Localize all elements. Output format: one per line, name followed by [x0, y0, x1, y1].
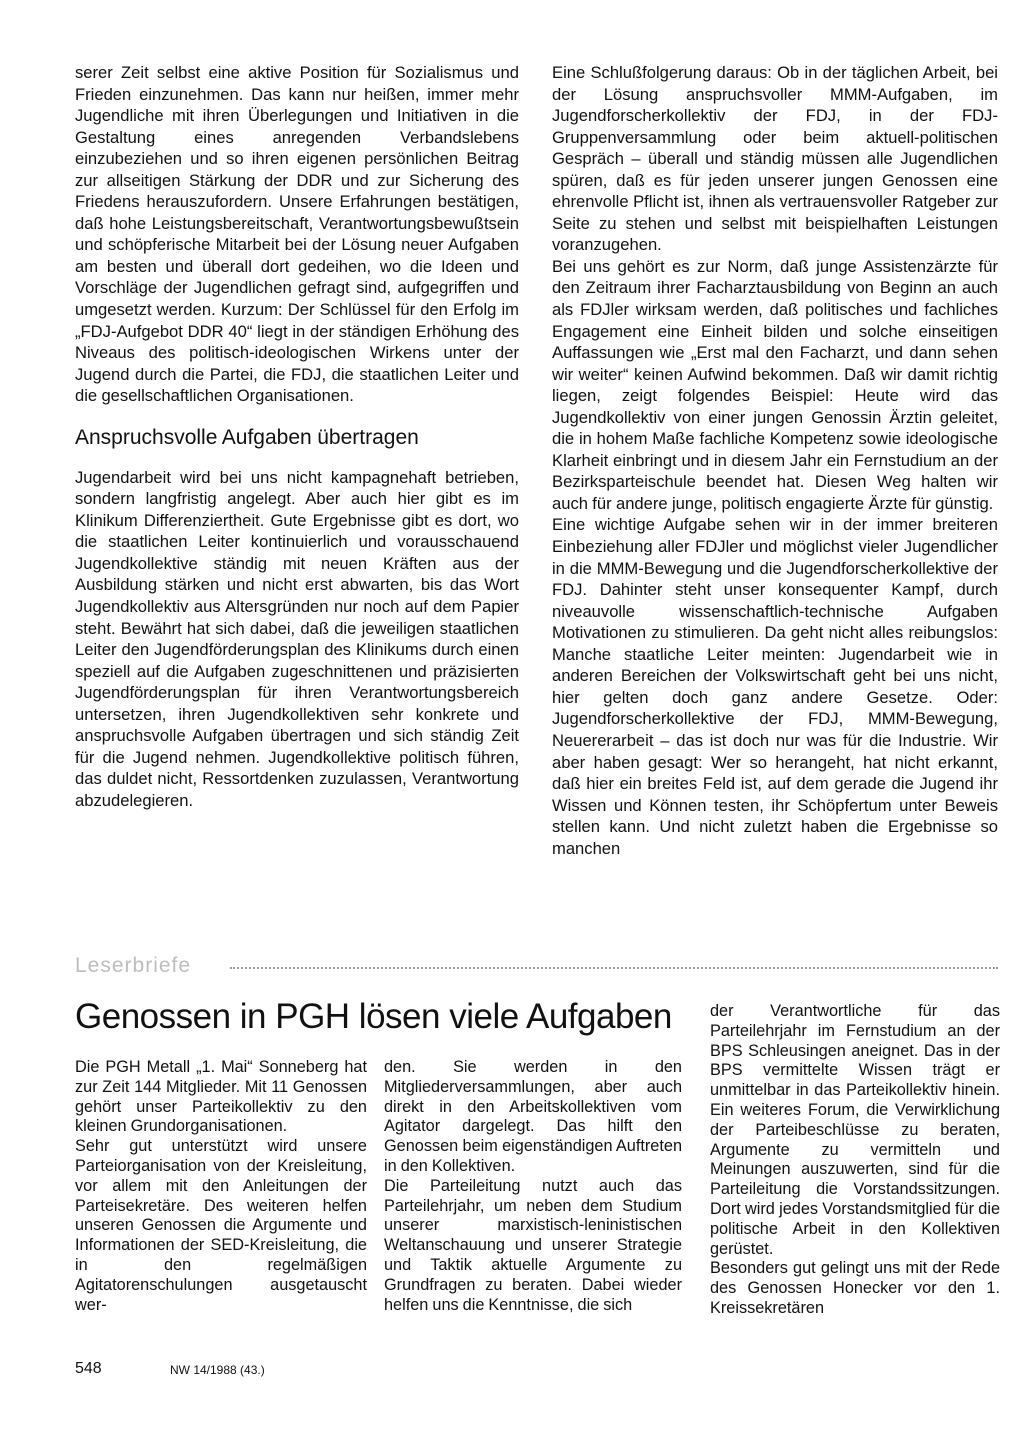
letter-paragraph: Die Parteileitung nutzt auch das Parteilehrjahr, um neben dem Studium unserer marxistisch-leninistischen Weltanschauung und unserer Strategie und Taktik aktuelle Argumente zu Grundfragen zu beraten. Dabei wieder helfen uns die Kenntnisse, die sich	[384, 1176, 682, 1314]
letter-column-1	[75, 1058, 367, 1315]
article-subheading: Anspruchsvolle Aufgaben übertragen	[75, 425, 419, 449]
letter-paragraph: Sehr gut unterstützt wird unsere Parteiorganisation von der Kreisleitung, vor allem mit den Anleitungen der Parteisekretäre. Des weiteren helfen unseren Genossen die Argumente und Informationen der SED-Kreisleitung, die in den regelmäßigen Agitatorenschulungen ausgetauscht wer-	[75, 1137, 367, 1314]
letter-paragraph: den. Sie werden in den Mitgliederversammlungen, aber auch direkt in den Arbeitskollektiven vom Agitator dargelegt. Das hilft den Genossen beim eigenständigen Auftreten in den Kollektiven.	[384, 1058, 682, 1175]
letter-column-2	[384, 1058, 682, 1315]
letter-headline: Genossen in PGH lösen viele Aufgaben	[75, 997, 672, 1036]
section-label: Leserbriefe	[75, 954, 199, 978]
article-paragraph: Jugendarbeit wird bei uns nicht kampagnehaft betrieben, sondern langfristig angelegt. Aber auch hier gibt es im Klinikum Differenziertheit. Gute Ergebnisse gibt es dort, wo die staatlichen Leiter kontinuierlich und vorausschauend Jugendkollektive ständig mit neuen Kräften aus der Ausbildung stärken und nicht erst abwarten, bis das Wort Jugendkollektiv aus Altersgründen nur noch auf dem Papier steht. Bewährt hat sich dabei, daß die jeweiligen staatlichen Leiter den Jugendförderungsplan des Klinikums durch einen speziell auf die Aufgaben zugeschnittenen und präzisierten Jugendförderungsplan für ihren Verantwortungsbereich untersetzen, ihren Jugendkollektiven sehr konkrete und anspruchsvolle Aufgaben übertragen und sich ständig Zeit für die Jugend nehmen. Jugendkollektive politisch führen, das duldet nicht, Ressortdenken zuzulassen, Verantwortung abzudelegieren.	[75, 467, 519, 810]
article-paragraph: Eine Schlußfolgerung daraus: Ob in der täglichen Arbeit, bei der Lösung anspruchsvoller MMM-Aufgaben, im Jugendforscherkollektiv der FDJ, in der FDJ-Gruppenversammlung oder beim aktuell-politischen Gespräch – überall und ständig müssen alle Jugendlichen spüren, daß es für jeden unserer jungen Genossen eine ehrenvolle Pflicht ist, ihnen als vertrauensvoller Ratgeber zur Seite zu stehen und selbst mit beispielhaften Leistungen voranzugehen.	[552, 63, 998, 255]
letter-paragraph: Besonders gut gelingt uns mit der Rede des Genossen Honecker vor den 1. Kreissekretären	[710, 1259, 1000, 1317]
page-number: 548	[75, 1360, 102, 1377]
letter-paragraph: der Verantwortliche für das Parteilehrjahr im Fernstudium an der BPS Schleusingen aneignet. Das in der BPS vermittelte Wissen trägt er unmittelbar in das Parteikollektiv hinein. Ein weiteres Forum, die Verwirklichung der Parteibeschlüsse zu beraten, Argumente zu vermitteln und Meinungen auszuwerten, sind für die Parteileitung die Vorstandssitzungen. Dort wird jedes Vorstandsmitglied für die politische Arbeit in den Kollektiven gerüstet.	[710, 1002, 1000, 1258]
article-paragraph: Bei uns gehört es zur Norm, daß junge Assistenzärzte für den Zeitraum ihrer Facharztausbildung von Beginn an auch als FDJler wirksam werden, daß politisches und fachliches Engagement eine Einheit bilden und solche einseitigen Auffassungen wie „Erst mal den Facharzt, und dann sehen wir weiter“ keinen Aufwind bekommen. Daß wir damit richtig liegen, zeigt folgendes Beispiel: Heute wird das Jugendkollektiv von einer jungen Genossin Ärztin geleitet, die in hohem Maße fachliche Kompetenz sowie ideologische Klarheit einbringt und in diesem Jahr ein Fernstudium an der Bezirksparteischule beendet hat. Diesen Weg halten wir auch für andere junge, politisch engagierte Ärzte für günstig.	[552, 256, 998, 513]
article-left-column	[75, 62, 519, 812]
article-paragraph: serer Zeit selbst eine aktive Position für Sozialismus und Frieden einzunehmen. Das kann nur heißen, immer mehr Jugendliche mit ihren Überlegungen und Initiativen in die Gestaltung eines anregenden Verbandslebens einzubeziehen und so ihren eigenen persönlichen Beitrag zur allseitigen Stärkung der DDR und zur Sicherung des Friedens herauszufordern. Unsere Erfahrungen bestätigen, daß hohe Leistungsbereitschaft, Verantwortungsbewußtsein und schöpferische Mitarbeit bei der Lösung neuer Aufgaben am besten und überall dort gedeihen, wo die Ideen und Vorschläge der Jugendlichen gefragt sind, aufgegriffen und umgesetzt werden. Kurzum: Der Schlüssel für den Erfolg im „FDJ-Aufgebot DDR 40“ liegt in der ständigen Erhöhung des Niveaus des politisch-ideologischen Wirkens unter der Jugend durch die Partei, die FDJ, die staatlichen Leiter und die gesellschaftlichen Organisationen.	[75, 63, 519, 406]
section-divider	[230, 967, 998, 969]
article-paragraph: Eine wichtige Aufgabe sehen wir in der immer breiteren Einbeziehung aller FDJler und möglichst vieler Jugendlicher in die MMM-Bewegung und die Jugendforscherkollektive der FDJ. Dahinter steht unser konsequenter Kampf, durch niveauvolle wissenschaftlich-technische Aufgaben Motivationen zu stimulieren. Da geht nicht alles reibungslos: Manche staatliche Leiter meinten: Jugendarbeit wie in anderen Bereichen der Volkswirtschaft geht bei uns nicht, hier gelten doch ganz andere Gesetze. Oder: Jugendforscherkollektive der FDJ, MMM-Bewegung, Neuererarbeit – das ist doch nur was für die Industrie. Wir aber haben gesagt: Wer so herangeht, hat nicht erkannt, daß hier ein breites Feld ist, auf dem gerade die Jugend ihr Wissen und Können testen, ihr Schöpfertum unter Beweis stellen kann. Und nicht zuletzt haben die Ergebnisse so manchen	[552, 515, 998, 858]
article-right-column	[552, 62, 998, 859]
letter-paragraph: Die PGH Metall „1. Mai“ Sonneberg hat zur Zeit 144 Mitglieder. Mit 11 Genossen gehört unser Parteikollektiv zu den kleinen Grundorganisationen.	[75, 1058, 367, 1136]
issue-reference: NW 14/1988 (43.)	[170, 1363, 265, 1377]
letter-column-3	[710, 1002, 1000, 1319]
